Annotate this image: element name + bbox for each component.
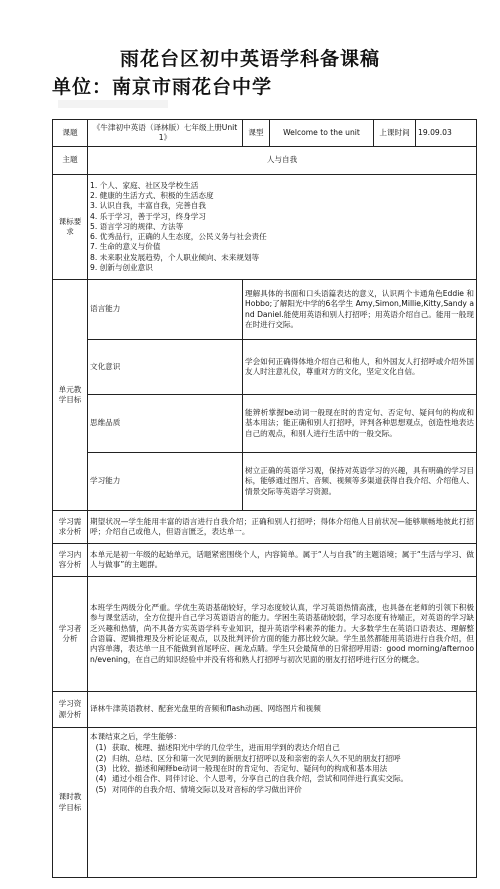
school-unit: 单位：南京市雨花台中学 [52,76,273,98]
document-title: 雨花台区初中英语学科备课稿 [119,48,380,70]
needs-label: 学习需求分析 [53,511,88,544]
lesson-goal-number: (4) [95,774,107,784]
goal-text: 树立正确的英语学习观，保持对英语学习的兴趣，具有明确的学习目标，能够通过图片、音频、视频等多渠道获得自我介绍、介绍他人、情景交际等英语学习资源。 [243,453,477,511]
lesson-goal-number: (2) [95,753,107,763]
learners-label: 学习者分析 [53,577,88,692]
curriculum-list [88,175,477,280]
learners-row [53,577,477,692]
needs-text: 期望状况—学生能用丰富的语言进行自我介绍；正确和别人打招呼；得体介绍他人目前状况—能够顺畅地彼此打招呼；介绍自己或他人，但语言匮乏，表达单一。 [88,511,477,544]
lesson-type-label: 课型 [243,120,270,147]
class-time-label: 上课时间 [374,120,416,147]
curriculum-item: 3. 认识自我，丰富自我，完善自我 [90,201,206,211]
lesson-goals-row [53,728,477,878]
curriculum-item: 5. 语言学习的规律、方法等 [90,221,184,231]
lesson-goals-list [88,728,477,878]
lesson-goal-text: 比较、描述和阐释be动词一般现在时的肯定句、否定句、疑问句的构成和基本用法 [112,763,388,773]
goal-name: 思维品质 [88,395,243,453]
goal-text: 能辨析掌握be动词一般现在时的肯定句、否定句、疑问句的构成和基本用法；能正确和别人打招呼，评判各种思想观点，创造性地表达自己的观点，和别人进行生活中的一般交际。 [243,395,477,453]
resources-label: 学习资源分析 [53,692,88,728]
lesson-goal-text: 通过小组合作、同伴讨论、个人思考，分享自己的自我介绍，尝试和同伴进行真实交际。 [112,774,409,784]
faint-scan-mark [58,100,168,108]
content-label: 学习内容分析 [53,544,88,577]
goal-text: 学会如何正确得体地介绍自己和他人，和外国友人打招呼或介绍外国友人时注意礼仪，尊重对方的文化，坚定文化自信。 [243,340,477,395]
goal-name: 语言能力 [88,280,243,340]
curriculum-item: 1. 个人、家庭、社区及学校生活 [90,180,199,190]
goal-name: 学习能力 [88,453,243,511]
content-row [53,544,477,577]
class-time-value: 19.09.03 [416,120,477,147]
lesson-goal-item [90,764,474,774]
unit-goals-label: 单元教学目标 [53,280,88,511]
curriculum-item: 8. 未来职业发展趋势，个人职业倾向、未来规划等 [90,252,260,262]
topic-value: 《牛津初中英语（译林版）七年级上册Unit 1》 [88,120,243,147]
lesson-goal-item [90,785,474,795]
lesson-goal-item [90,754,474,764]
goal-row-language [53,280,477,340]
lesson-goal-text: 对同伴的自我介绍、情境交际以及对音标的学习做出评价 [112,784,302,794]
goal-row-culture [53,340,477,395]
lesson-type-value: Welcome to the unit [270,120,374,147]
lesson-goal-number: (1) [95,743,107,753]
topic-row [53,120,477,147]
topic-label: 课题 [53,120,88,147]
lesson-plan-table [52,119,477,878]
lesson-goal-text: 获取、梳理、描述阳光中学的几位学生，进而用学到的表达介绍自己 [112,743,340,753]
curriculum-row [53,175,477,280]
theme-label: 主题 [53,147,88,175]
lesson-goal-number: (5) [95,784,107,794]
goal-name: 文化意识 [88,340,243,395]
goal-text: 理解具体的书面和口头语篇表达的意义，认识两个卡通角色Eddie 和Hobbo;了解阳光中学的6名学生 Amy,Simon,Millie,Kitty,Sandy and Daniel.能使用英语和别人打招呼；用英语介绍自己。能用一般现在时进行交际。 [243,280,477,340]
theme-row [53,147,477,175]
lesson-goal-item [90,774,474,784]
goal-row-thinking [53,395,477,453]
curriculum-item: 7. 生命的意义与价值 [90,242,161,252]
goal-row-learning [53,453,477,511]
lesson-goals-intro: 本课结束之后，学生能够： [90,732,182,741]
curriculum-item: 9. 创新与创业意识 [90,263,153,273]
curriculum-item: 4. 乐于学习，善于学习，终身学习 [90,211,206,221]
lesson-goal-text: 归纳、总结、区分和第一次见到的新朋友打招呼以及和亲密的亲人久不见的朋友打招呼 [112,753,401,763]
curriculum-label: 课标要求 [53,175,88,280]
content-text: 本单元是初一年级的起始单元，话题紧密围绕个人，内容简单。属于“人与自我”的主题语境；属于“生活与学习、做人与做事”的主题群。 [88,544,477,577]
needs-row [53,511,477,544]
resources-text: 译林牛津英语教材、配套光盘里的音频和flash动画、网络图片和视频 [88,692,477,728]
theme-value: 人与自我 [88,147,477,175]
lesson-goals-label: 课时教学目标 [53,728,88,878]
lesson-goal-number: (3) [95,763,107,773]
lesson-goal-item [90,743,474,753]
curriculum-item: 2. 健康的生活方式、积极的生活态度 [90,190,214,200]
learners-text: 本班学生两级分化严重。学优生英语基础较好，学习态度较认真，学习英语热情高涨，也具备在老师的引领下积极参与课堂活动，全方位提升自己学习英语语言的能力。学困生英语基础较弱，学习态度有待端正，对英语的学习缺乏兴趣和热情，尚不具备方实英语学科专业知识，提升英语学科素养的能力。大多数学生在英语口语表达、理解整合语篇、逻辑推理及分析论证观点，以及批判评价方面的能力都比较欠缺。学生虽然都能用英语进行自我介绍，但内容单薄，表达单一且不能做到首尾呼应、画龙点睛。学生只会最简单的日常招呼用语：good morning/afternoon/evening，在自己的知识经验中并没有将和熟人打招呼与初次见面的朋友打招呼进行区分的概念。 [88,577,477,692]
resources-row [53,692,477,728]
curriculum-item: 6. 优秀品行，正确的人生态度，公民义务与社会责任 [90,232,267,242]
